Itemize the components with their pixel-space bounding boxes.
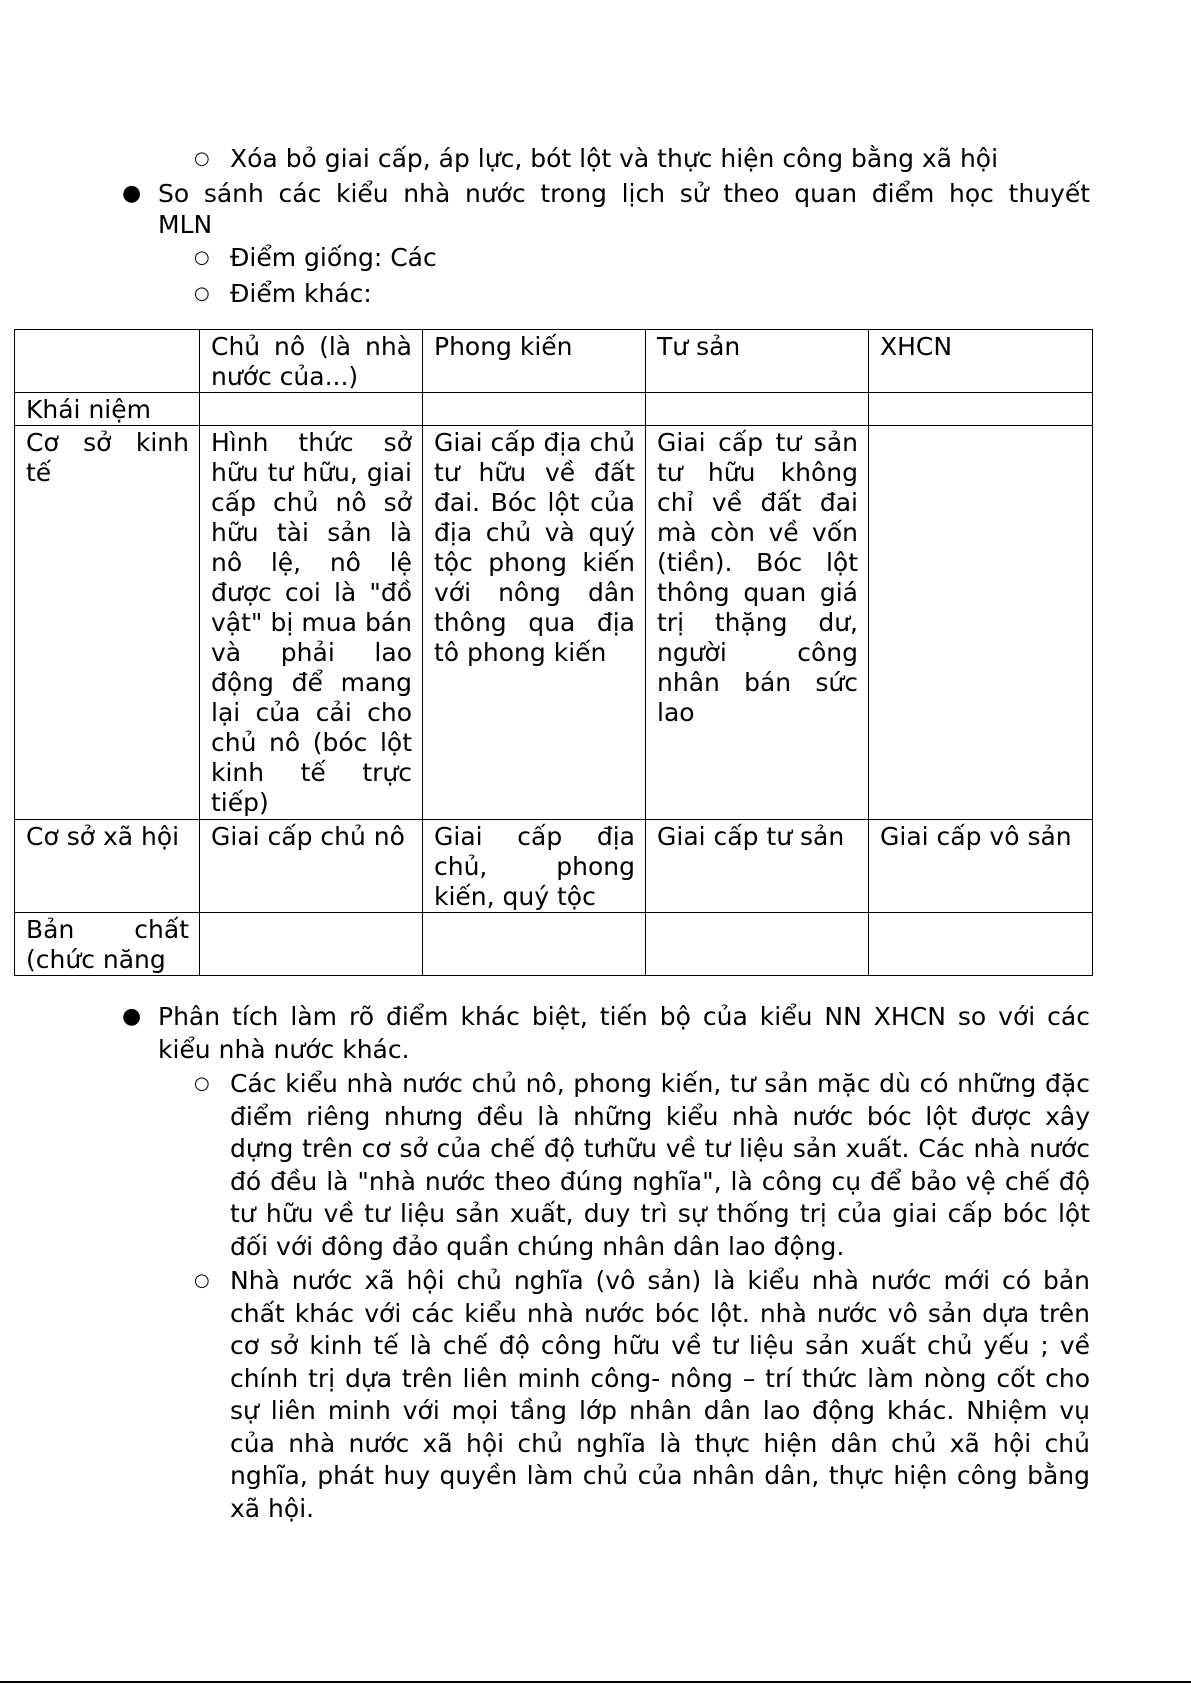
- table-cell: [423, 393, 646, 426]
- table-row: [15, 913, 1093, 976]
- bullet-analysis-line1: Phân tích làm rõ điểm khác biệt, tiến bộ của kiểu NN XHCN so với các: [158, 1002, 1090, 1031]
- header-cell-slavery: Chủ nô (là nhà nước của...): [200, 330, 423, 393]
- header-cell-socialist: XHCN: [869, 330, 1093, 393]
- table-cell: [423, 913, 646, 976]
- table-cell: Hình thức sở hữu tư hữu, giai cấp chủ nô sở hữu tài sản là nô lệ, nô lệ được coi là "đồ vật" bị mua bán và phải lao động để mang lại của cải cho chủ nô (bóc lột kinh tế trực tiếp): [200, 426, 423, 820]
- row-label: Cơ sở kinh tế: [15, 426, 200, 820]
- sub-bullet-icon: ○: [194, 148, 210, 169]
- table-cell: [869, 913, 1093, 976]
- header-cell-empty: [15, 330, 200, 393]
- sub-item-differences: Điểm khác:: [230, 279, 372, 308]
- table-cell: Giai cấp vô sản: [869, 820, 1093, 913]
- row-label: Cơ sở xã hội: [15, 820, 200, 913]
- table-cell: [646, 913, 869, 976]
- table-cell: Giai cấp tư sản tư hữu không chỉ về đất đai mà còn về vốn (tiền). Bóc lột thông quan giá trị thặng dư, người công nhân bán sức lao: [646, 426, 869, 820]
- row-label: Khái niệm: [15, 393, 200, 426]
- bullet-icon: ●: [122, 181, 142, 206]
- table-cell: Giai cấp chủ nô: [200, 820, 423, 913]
- comparison-table: [14, 329, 1093, 976]
- bullet-compare-states-line2: MLN: [158, 210, 213, 239]
- table-cell: [869, 393, 1093, 426]
- table-row: [15, 393, 1093, 426]
- table-cell: Giai cấp địa chủ tư hữu về đất đai. Bóc lột của địa chủ và quý tộc phong kiến với nông dân thông qua địa tô phong kiến: [423, 426, 646, 820]
- table-row: [15, 820, 1093, 913]
- bullet-compare-states-line1: So sánh các kiểu nhà nước trong lịch sử theo quan điểm học thuyết: [158, 179, 1090, 208]
- page-bottom-divider: [0, 1681, 1191, 1683]
- table-cell: [200, 393, 423, 426]
- sub-item-abolish-classes: Xóa bỏ giai cấp, áp lực, bót lột và thực hiện công bằng xã hội: [230, 144, 999, 173]
- sub-bullet-icon: ○: [194, 247, 210, 268]
- header-cell-bourgeois: Tư sản: [646, 330, 869, 393]
- sub-item-similarities: Điểm giống: Các: [230, 243, 437, 272]
- table-cell: Giai cấp tư sản: [646, 820, 869, 913]
- table-cell: Giai cấp địa chủ, phong kiến, quý tộc: [423, 820, 646, 913]
- row-label: Bản chất (chức năng: [15, 913, 200, 976]
- table-cell: [646, 393, 869, 426]
- paragraph-socialist-state: Nhà nước xã hội chủ nghĩa (vô sản) là kiểu nhà nước mới có bản chất khác với các kiểu nhà nước bóc lột. nhà nước vô sản dựa trên cơ sở kinh tế là chế độ công hữu về tư liệu sản xuất chủ yếu ; về chính trị dựa trên liên minh công- nông – trí thức làm nòng cốt cho sự liên minh với mọi tầng lớp nhân dân lao động khác. Nhiệm vụ của nhà nước xã hội chủ nghĩa là thực hiện dân chủ xã hội chủ nghĩa, phát huy quyền làm chủ của nhân dân, thực hiện công bằng xã hội.: [230, 1266, 1090, 1523]
- table-cell: [200, 913, 423, 976]
- sub-bullet-icon: ○: [194, 283, 210, 304]
- sub-bullet-icon: ○: [194, 1073, 210, 1094]
- bullet-icon: ●: [122, 1004, 142, 1029]
- table-cell: [869, 426, 1093, 820]
- table-row: [15, 426, 1093, 820]
- table-header-row: [15, 330, 1093, 393]
- sub-bullet-icon: ○: [194, 1270, 210, 1291]
- header-cell-feudal: Phong kiến: [423, 330, 646, 393]
- paragraph-exploiting-states: Các kiểu nhà nước chủ nô, phong kiến, tư sản mặc dù có những đặc điểm riêng nhưng đều là những kiểu nhà nước bóc lột được xây dựng trên cơ sở của chế độ tưhữu về tư liệu sản xuất. Các nhà nước đó đều là "nhà nước theo đúng nghĩa", là công cụ để bảo vệ chế độ tư hữu về tư liệu sản xuất, duy trì sự thống trị của giai cấp bóc lột đối với đông đảo quần chúng nhân dân lao động.: [230, 1069, 1090, 1261]
- bullet-analysis-line2: kiểu nhà nước khác.: [158, 1035, 410, 1064]
